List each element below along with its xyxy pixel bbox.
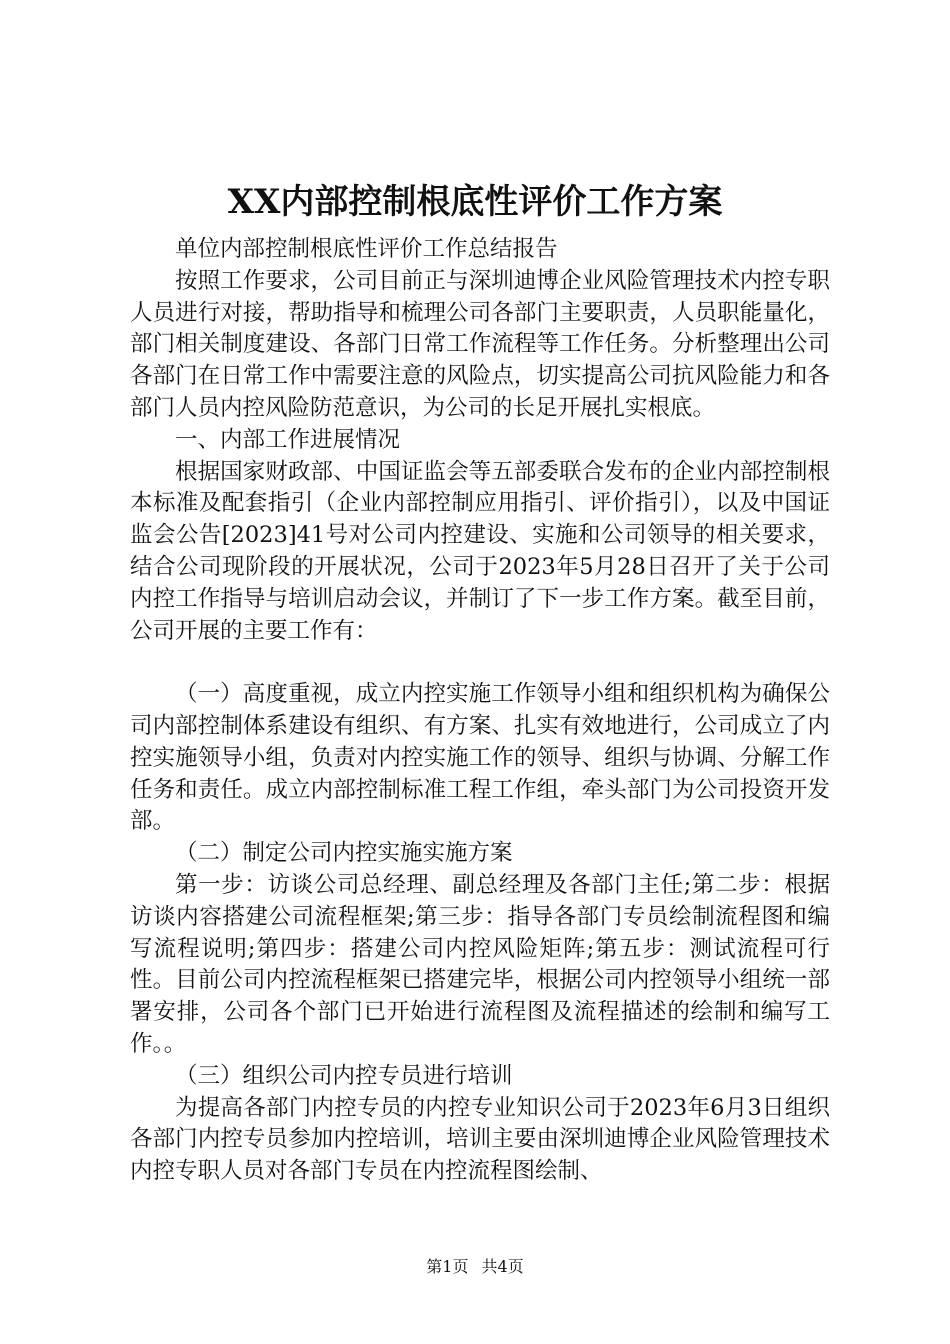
document-body bbox=[130, 234, 830, 1188]
section-heading-progress: 一、内部工作进展情况 bbox=[175, 426, 401, 453]
paragraph-item-one: （一）高度重视，成立内控实施工作领导小组和组织机构为确保公司内部控制体系建设有组织、有方案、扎实有效地进行，公司成立了内控实施领导小组，负责对内控实施工作的领导、组织与协调、分解工作任务和责任。成立内部控制标准工程工作组，牵头部门为公司投资开发部。 bbox=[130, 681, 830, 835]
subheading-item-two: （二）制定公司内控实施实施方案 bbox=[175, 840, 513, 867]
paragraph-report-heading: 单位内部控制根底性评价工作总结报告 bbox=[175, 236, 558, 262]
paragraph-training: 为提高各部门内控专员的内控专业知识公司于2023年6月3日组织各部门内控专员参加内控培训，培训主要由深圳迪博企业风险管理技术内控专职人员对各部门专员在内控流程图绘制、 bbox=[130, 1094, 830, 1185]
subheading-item-three: （三）组织公司内控专员进行培训 bbox=[175, 1062, 513, 1089]
page-number: 第1页 bbox=[426, 1257, 469, 1276]
paragraph-steps: 第一步：访谈公司总经理、副总经理及各部门主任;第二步：根据访谈内容搭建公司流程框架;第三步：指导各部门专员绘制流程图和编写流程说明;第四步：搭建公司内控风险矩阵;第五步：测试流程可行性。目前公司内控流程框架已搭建完毕，根据公司内控领导小组统一部署安排，公司各个部门已开始进行流程图及流程描述的绘制和编写工作。。 bbox=[130, 871, 830, 1057]
page-total: 共4页 bbox=[481, 1257, 524, 1276]
page-footer bbox=[0, 1256, 950, 1278]
paragraph-background: 根据国家财政部、中国证监会等五部委联合发布的企业内部控制根本标准及配套指引（企业内部控制应用指引、评价指引），以及中国证监会公告[2023]41号对公司内控建设、实施和公司领导的相关要求，结合公司现阶段的开展状况，公司于2023年5月28日召开了关于公司内控工作指导与培训启动会议，并制订了下一步工作方案。截至目前，公司开展的主要工作有： bbox=[130, 458, 830, 644]
paragraph-intro: 按照工作要求，公司目前正与深圳迪博企业风险管理技术内控专职人员进行对接，帮助指导和梳理公司各部门主要职责，人员职能量化，部门相关制度建设、各部门日常工作流程等工作任务。分析整理出公司各部门在日常工作中需要注意的风险点，切实提高公司抗风险能力和各部门人员内控风险防范意识，为公司的长足开展扎实根底。 bbox=[130, 267, 830, 421]
document-title: XX内部控制根底性评价工作方案 bbox=[227, 182, 723, 222]
